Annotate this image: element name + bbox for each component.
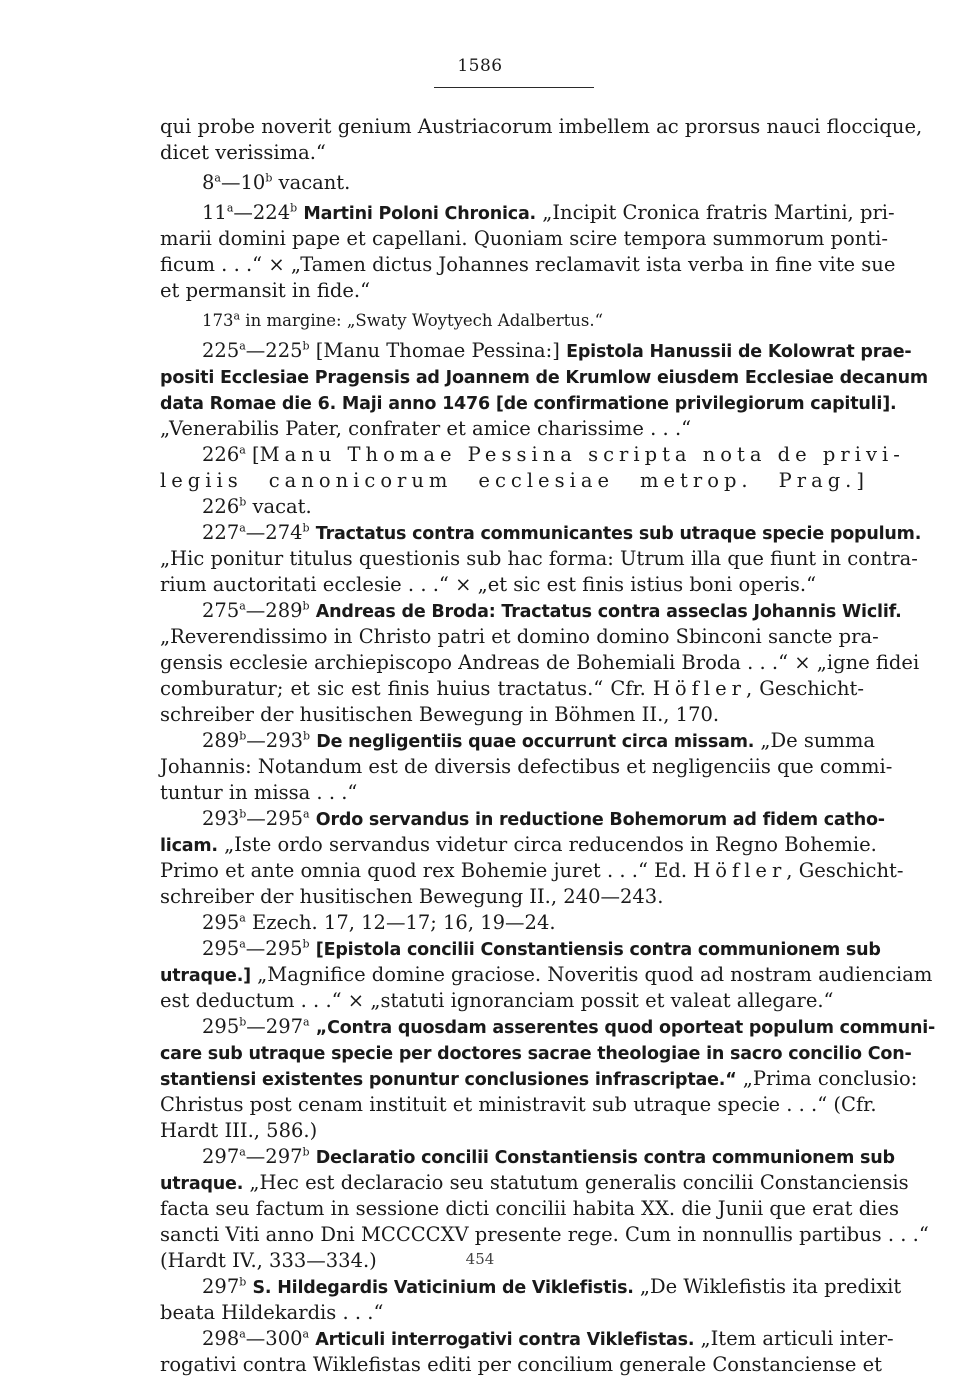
text-line bbox=[160, 1170, 909, 1196]
text-run: —224 bbox=[233, 201, 291, 224]
text-run: , Geschicht- bbox=[745, 677, 864, 700]
text-run: „Incipit Cronica fratris Martini, pri- bbox=[536, 201, 895, 224]
text-run: „Hec est declaracio seu statutum generalis concilii Constanciensis bbox=[243, 1171, 909, 1194]
text-line bbox=[160, 754, 893, 780]
bold-title: positi Ecclesiae Pragensis ad Joannem de Krumlow eiusdem Ecclesiae decanum bbox=[160, 368, 928, 388]
text-line bbox=[160, 702, 864, 728]
text-line bbox=[160, 1118, 864, 1144]
header-rule bbox=[434, 87, 594, 88]
text-run: sancti Viti anno Dni MCCCCXV presente rege. Cum in nonnullis partibus . . .“ bbox=[160, 1223, 929, 1246]
text-run: —274 bbox=[245, 521, 303, 544]
text-run: „Iste ordo servandus videtur circa reducendos in Regno Bohemie. bbox=[217, 833, 877, 856]
text-line bbox=[160, 546, 918, 572]
text-line bbox=[160, 962, 933, 988]
folio-side-superscript: b bbox=[239, 1275, 247, 1289]
text-run: „De Wiklefistis ita predixit bbox=[633, 1275, 902, 1298]
text-run: 297 bbox=[202, 1145, 240, 1168]
folio-side-superscript: a bbox=[303, 1015, 310, 1029]
text-run: 295 bbox=[202, 937, 240, 960]
text-run: 8 bbox=[202, 171, 215, 194]
text-line bbox=[160, 910, 864, 936]
text-run: [ bbox=[245, 443, 260, 466]
text-line bbox=[160, 832, 877, 858]
bold-title: Epistola Hanussii de Kolowrat prae- bbox=[566, 342, 912, 362]
text-line bbox=[160, 624, 879, 650]
text-run: est deductum . . .“ × „statuti ignoranciam possit et valeat allegare.“ bbox=[160, 989, 834, 1012]
text-run: rium auctoritati ecclesie . . .“ × „et sic est finis istius boni operis.“ bbox=[160, 573, 817, 596]
text-line bbox=[160, 200, 895, 226]
text-run: 297 bbox=[202, 1275, 240, 1298]
page-number-header: 1586 bbox=[457, 56, 503, 76]
text-run: —293 bbox=[246, 729, 304, 752]
spaced-text: Höfler bbox=[652, 677, 746, 700]
text-line bbox=[160, 1014, 936, 1040]
folio-side-superscript: b bbox=[239, 495, 247, 509]
folio-side-superscript: b bbox=[302, 521, 310, 535]
text-run: —297 bbox=[245, 1145, 303, 1168]
text-line bbox=[160, 1196, 899, 1222]
text-line bbox=[160, 114, 923, 140]
text-line bbox=[160, 1092, 877, 1118]
page-number-footer: 454 bbox=[465, 1250, 495, 1268]
bold-title: Martini Poloni Chronica. bbox=[303, 204, 537, 224]
text-run: „Venerabilis Pater, confrater et amice charissime . . .“ bbox=[160, 417, 692, 440]
folio-side-superscript: a bbox=[303, 807, 310, 821]
text-line bbox=[160, 252, 896, 278]
folio-side-superscript: a bbox=[239, 339, 246, 353]
text-line bbox=[160, 806, 885, 832]
spaced-text: Manu Thomae Pessina scripta nota de privi- bbox=[259, 443, 905, 466]
text-run: 226 bbox=[202, 495, 240, 518]
text-line bbox=[160, 226, 888, 252]
text-run: facta seu factum in sessione dicti concilii habita XX. die Junii que erat dies bbox=[160, 1197, 899, 1220]
text-run: „De summa bbox=[754, 729, 876, 752]
text-run: marii domini pape et capellani. Quoniam scire tempora summorum ponti- bbox=[160, 227, 888, 250]
folio-side-superscript: a bbox=[302, 1327, 310, 1341]
text-line bbox=[160, 676, 864, 702]
folio-side-superscript: a bbox=[239, 937, 246, 951]
bold-title: utraque.] bbox=[160, 966, 251, 986]
bold-title: Ordo servandus in reductione Bohemorum ad fidem catho- bbox=[315, 810, 885, 830]
text-line bbox=[160, 884, 864, 910]
bold-title: care sub utraque specie per doctores sacrae theologiae in sacro concilio Con- bbox=[160, 1044, 912, 1064]
bold-title: stantiensi existentes ponuntur conclusiones infrascriptae.“ bbox=[160, 1070, 737, 1090]
text-line bbox=[160, 1222, 929, 1248]
text-line bbox=[160, 858, 904, 884]
folio-side-superscript: b bbox=[239, 807, 247, 821]
folio-side-superscript: a bbox=[233, 309, 241, 323]
text-line bbox=[160, 988, 864, 1014]
folio-side-superscript: a bbox=[239, 911, 246, 925]
text-run: dicet verissima.“ bbox=[160, 141, 326, 164]
text-run: —297 bbox=[246, 1015, 304, 1038]
folio-side-superscript: b bbox=[239, 729, 247, 743]
text-run: 11 bbox=[202, 201, 227, 224]
text-line bbox=[160, 650, 920, 676]
text-run: tuntur in missa . . .“ bbox=[160, 781, 358, 804]
folio-side-superscript: a bbox=[214, 171, 221, 185]
text-run: 295 bbox=[202, 1015, 240, 1038]
text-line bbox=[160, 308, 864, 334]
text-run: gensis ecclesie archiepiscopo Andreas de Bohemiali Broda . . .“ × „igne fidei bbox=[160, 651, 920, 674]
text-run: vacant. bbox=[272, 171, 351, 194]
text-line bbox=[160, 1144, 895, 1170]
text-line bbox=[160, 140, 864, 166]
body-text bbox=[160, 114, 936, 1378]
folio-side-superscript: b bbox=[265, 171, 273, 185]
text-line bbox=[160, 170, 864, 196]
text-run: et permansit in fide.“ bbox=[160, 279, 371, 302]
text-line bbox=[160, 572, 864, 598]
folio-side-superscript: b bbox=[302, 937, 310, 951]
text-run: „Reverendissimo in Christo patri et domino domino Sbinconi sancte pra- bbox=[160, 625, 879, 648]
text-line bbox=[160, 468, 864, 494]
text-run: Johannis: Notandum est de diversis defectibus et negligenciis que commi- bbox=[160, 755, 893, 778]
text-run: —289 bbox=[245, 599, 303, 622]
folio-side-superscript: a bbox=[239, 599, 246, 613]
bold-title: Tractatus contra communicantes sub utraque specie populum. bbox=[315, 524, 922, 544]
text-run: vacat. bbox=[246, 495, 312, 518]
text-run: „Item articuli inter- bbox=[694, 1327, 894, 1350]
text-run: ficum . . .“ × „Tamen dictus Johannes reclamavit ista verba in fine vite sue bbox=[160, 253, 896, 276]
folio-side-superscript: a bbox=[226, 201, 234, 215]
folio-side-superscript: a bbox=[239, 521, 246, 535]
text-line bbox=[160, 278, 864, 304]
spaced-text: legiis canonicorum ecclesiae metrop. Prag. bbox=[160, 469, 857, 492]
text-line bbox=[160, 936, 881, 962]
text-line bbox=[160, 728, 876, 754]
text-run: ] bbox=[856, 469, 864, 492]
text-run: schreiber der husitischen Bewegung in Böhmen II., 170. bbox=[160, 703, 720, 726]
text-run: —300 bbox=[245, 1327, 303, 1350]
text-run: [Manu Thomae Pessina:] bbox=[309, 339, 567, 362]
folio-side-superscript: a bbox=[239, 1327, 246, 1341]
folio-side-superscript: b bbox=[302, 599, 310, 613]
text-line bbox=[160, 338, 912, 364]
text-run: 173 bbox=[202, 311, 234, 330]
text-run: —225 bbox=[245, 339, 303, 362]
text-line bbox=[160, 416, 864, 442]
folio-side-superscript: a bbox=[239, 1145, 246, 1159]
text-run: „Prima conclusio: bbox=[736, 1067, 918, 1090]
bold-title: S. Hildegardis Vaticinium de Viklefistis. bbox=[252, 1278, 634, 1298]
text-line bbox=[160, 780, 864, 806]
text-run: „Magnifice domine graciose. Noveritis quod ad nostram audienciam bbox=[250, 963, 933, 986]
text-run: comburatur; et sic est finis huius tractatus.“ Cfr. bbox=[160, 677, 653, 700]
folio-side-superscript: b bbox=[302, 339, 310, 353]
text-line bbox=[160, 1300, 864, 1326]
text-line bbox=[160, 1040, 912, 1066]
text-run: „Hic ponitur titulus questionis sub hac forma: Utrum illa que fiunt in contra- bbox=[160, 547, 918, 570]
text-run: 289 bbox=[202, 729, 240, 752]
text-run: Primo et ante omnia quod rex Bohemie juret . . .“ Ed. bbox=[160, 859, 694, 882]
bold-title: Articuli interrogativi contra Viklefistas. bbox=[315, 1330, 695, 1350]
bold-title: licam. bbox=[160, 836, 218, 856]
text-line bbox=[160, 442, 905, 468]
text-run: —295 bbox=[246, 807, 304, 830]
text-run: —295 bbox=[245, 937, 303, 960]
text-run: beata Hildekardis . . .“ bbox=[160, 1301, 384, 1324]
text-run: 298 bbox=[202, 1327, 240, 1350]
folio-side-superscript: b bbox=[302, 1145, 310, 1159]
text-line bbox=[160, 390, 897, 416]
text-run: Christus post cenam instituit et ministravit sub utraque specie . . .“ (Cfr. bbox=[160, 1093, 877, 1116]
text-run: rogativi contra Wiklefistas editi per concilium generale Constanciense et bbox=[160, 1353, 882, 1376]
bold-title: Declaratio concilii Constantiensis contra communionem sub bbox=[315, 1148, 895, 1168]
text-line bbox=[160, 1066, 918, 1092]
bold-title: data Romae die 6. Maji anno 1476 [de confirmatione privilegiorum capituli]. bbox=[160, 394, 897, 414]
spaced-text: Höfler bbox=[693, 859, 787, 882]
text-run: Hardt III., 586.) bbox=[160, 1119, 318, 1142]
text-run: 227 bbox=[202, 521, 240, 544]
bold-title: [Epistola concilii Constantiensis contra communionem sub bbox=[315, 940, 881, 960]
text-run: Ezech. 17, 12—17; 16, 19—24. bbox=[245, 911, 556, 934]
folio-side-superscript: a bbox=[239, 443, 246, 457]
text-line bbox=[160, 1274, 902, 1300]
folio-side-superscript: b bbox=[239, 1015, 247, 1029]
text-run: 225 bbox=[202, 339, 240, 362]
bold-title: utraque. bbox=[160, 1174, 244, 1194]
text-line bbox=[160, 520, 922, 546]
text-run: schreiber der husitischen Bewegung II., 240—243. bbox=[160, 885, 664, 908]
text-line bbox=[160, 598, 902, 624]
text-run: qui probe noverit genium Austriacorum imbellem ac prorsus nauci floccique, bbox=[160, 115, 923, 138]
text-run: , Geschicht- bbox=[786, 859, 904, 882]
folio-side-superscript: b bbox=[303, 729, 311, 743]
text-run: 275 bbox=[202, 599, 240, 622]
text-line bbox=[160, 364, 928, 390]
bold-title: „Contra quosdam asserentes quod oporteat populum communi- bbox=[315, 1018, 936, 1038]
folio-side-superscript: b bbox=[290, 201, 298, 215]
text-run: in margine: „Swaty Woytyech Adalbertus.“ bbox=[240, 311, 604, 330]
text-line bbox=[160, 1352, 882, 1378]
text-run: —10 bbox=[220, 171, 266, 194]
text-run: (Hardt IV., 333—334.) bbox=[160, 1249, 377, 1272]
bold-title: De negligentiis quae occurrunt circa missam. bbox=[316, 732, 755, 752]
text-line bbox=[160, 494, 864, 520]
text-line bbox=[160, 1326, 894, 1352]
bold-title: Andreas de Broda: Tractatus contra asseclas Johannis Wiclif. bbox=[315, 602, 902, 622]
text-run: 293 bbox=[202, 807, 240, 830]
text-run: 295 bbox=[202, 911, 240, 934]
text-run: 226 bbox=[202, 443, 240, 466]
